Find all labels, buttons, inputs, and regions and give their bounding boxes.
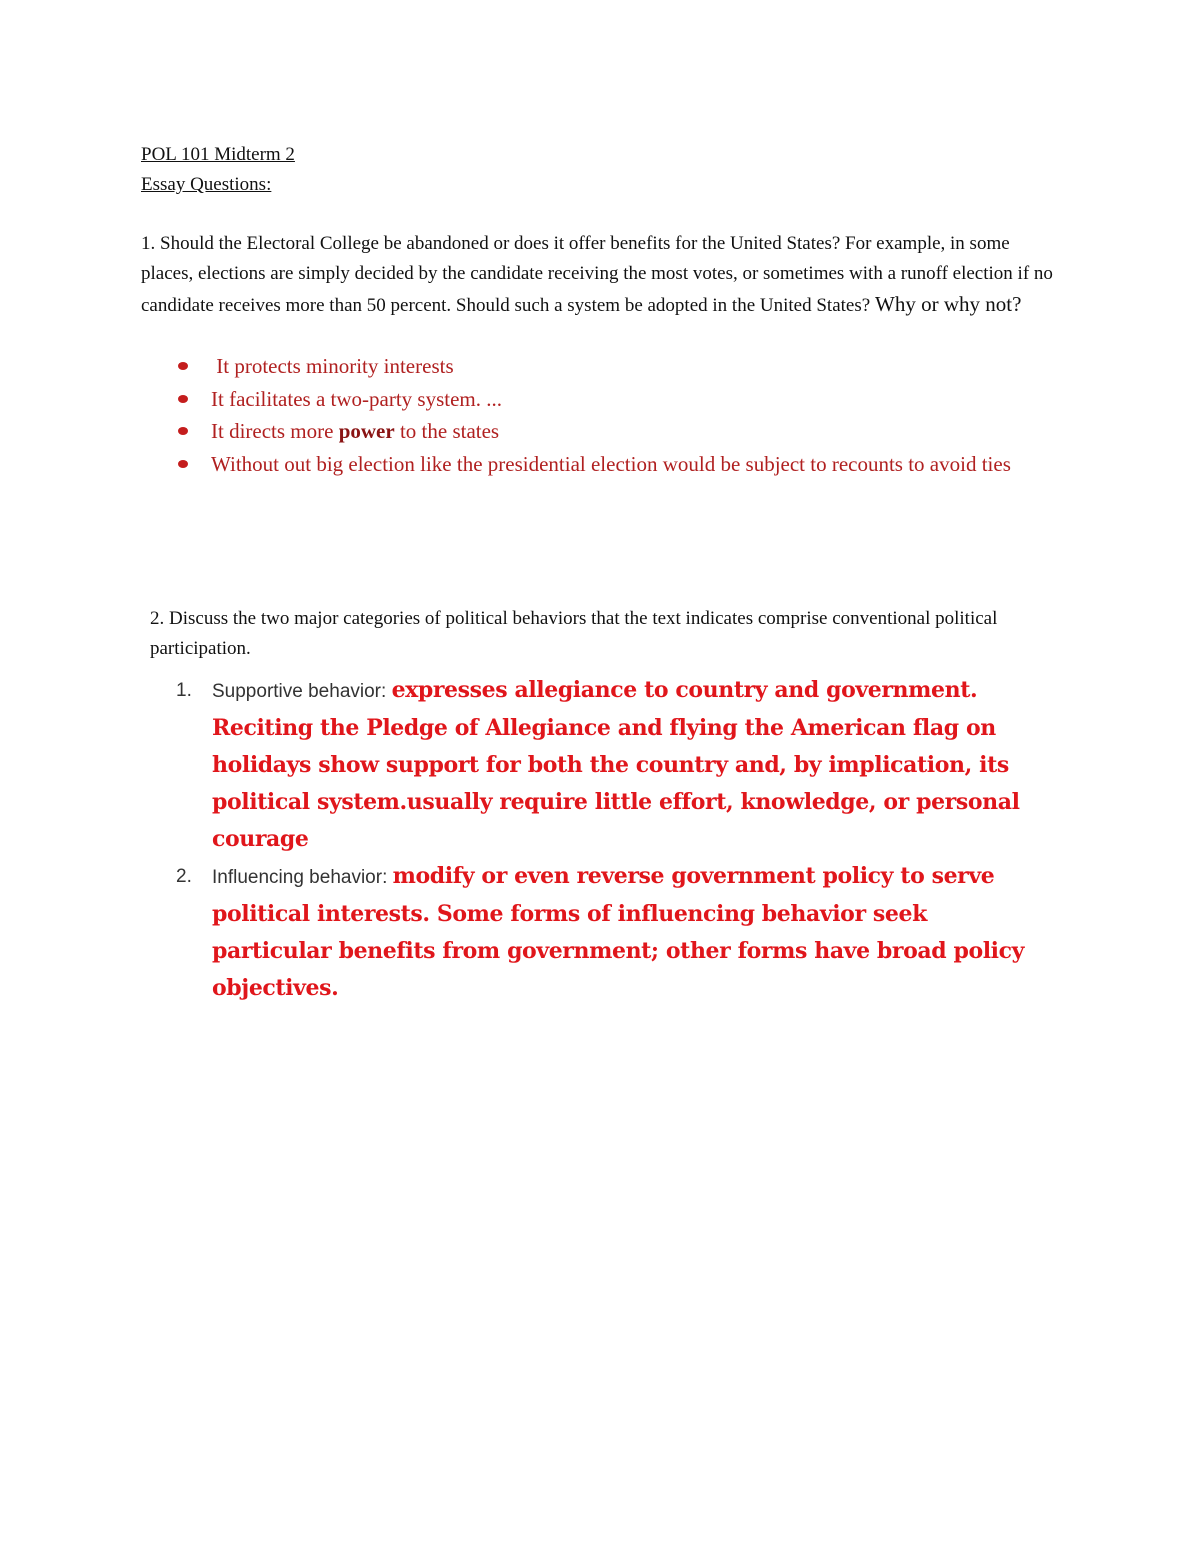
answer-bold-word: power: [338, 419, 395, 443]
list-item: [170, 858, 1050, 1007]
question-2-text: 2. Discuss the two major categories of political behaviors that the text indicates comprise conventional political participation.: [150, 608, 998, 659]
question-1: [141, 229, 1061, 321]
answer-text-before: It directs more: [211, 419, 339, 443]
list-item: [170, 448, 1030, 481]
behavior-term: Supportive behavior:: [212, 681, 392, 702]
answer-text: It facilitates a two-party system. ...: [211, 386, 502, 411]
answer-text: Without out big election like the presidential election would be subject to recounts to avoid ties: [211, 451, 1011, 476]
bullet-icon: [178, 427, 188, 435]
answer-text-after: to the states: [394, 419, 500, 443]
bullet-icon: [178, 362, 188, 370]
bullet-icon: [178, 460, 188, 468]
answer-text: It protects minority interests: [211, 354, 454, 378]
question-1-answer-list: [170, 350, 1030, 480]
list-item: [170, 383, 1030, 416]
list-item: [170, 672, 1050, 858]
list-item: [170, 415, 1030, 448]
document-subtitle: Essay Questions:: [141, 174, 272, 195]
question-2: [150, 604, 1050, 664]
question-2-answer-list: [170, 672, 1050, 1007]
list-item: [170, 350, 1030, 383]
behavior-term: Influencing behavior:: [212, 867, 393, 888]
list-number: 1.: [176, 680, 192, 701]
behavior-definition: expresses allegiance to country and government. Reciting the Pledge of Allegiance and flying the American flag on holidays show support for both the country and, by implication, its political system.usually require little effort, knowledge, or personal courage: [212, 677, 1020, 852]
question-1-text-tail: Why or why not?: [870, 292, 1022, 316]
behavior-definition: modify or even reverse government policy to serve political interests. Some forms of influencing behavior seek particular benefits from government; other forms have broad policy objectives.: [212, 863, 1025, 1001]
document-title: POL 101 Midterm 2: [141, 144, 295, 165]
list-number: 2.: [176, 866, 192, 887]
question-1-text: 1. Should the Electoral College be abandoned or does it offer benefits for the United States? For example, in some places, elections are simply decided by the candidate receiving the most votes, or sometimes with a runoff election if no candidate receives more than 50 percent. Should such a system be adopted in the United States?: [141, 233, 1053, 316]
bullet-icon: [178, 395, 188, 403]
